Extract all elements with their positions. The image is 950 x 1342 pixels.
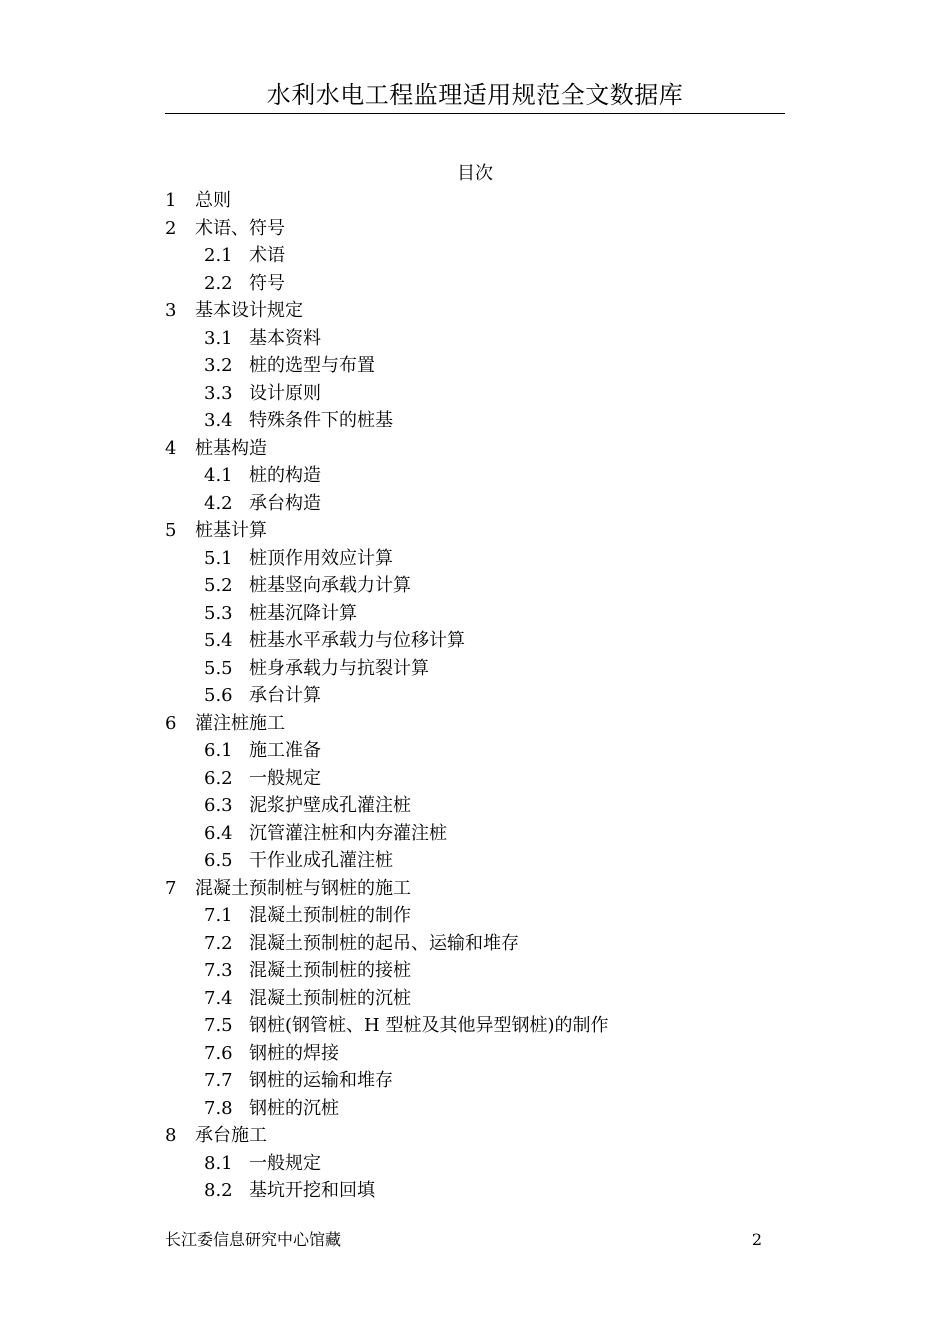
toc-entry-number: 7.3 bbox=[204, 960, 233, 981]
toc-entry-number: 2.2 bbox=[204, 272, 233, 294]
toc-section-entry[interactable] bbox=[165, 682, 785, 710]
toc-entry-number: 6 bbox=[165, 712, 177, 734]
toc-section-entry[interactable] bbox=[165, 490, 785, 518]
toc-entry-title: 桩的选型与布置 bbox=[249, 355, 375, 376]
toc-section-entry[interactable] bbox=[165, 352, 785, 380]
toc-chapter-entry[interactable] bbox=[165, 517, 785, 545]
toc-entry-number: 6.3 bbox=[204, 795, 233, 816]
toc-chapter-entry[interactable] bbox=[165, 710, 785, 738]
toc-section-entry[interactable] bbox=[165, 1177, 785, 1205]
toc-entry-number: 7.1 bbox=[204, 905, 233, 926]
toc-entry-title: 钢桩的焊接 bbox=[249, 1042, 339, 1064]
toc-entry-title: 混凝土预制桩的沉桩 bbox=[249, 987, 411, 1009]
toc-chapter-entry[interactable] bbox=[165, 435, 785, 463]
toc-entry-number: 8.1 bbox=[204, 1152, 233, 1174]
toc-section-entry[interactable] bbox=[165, 380, 785, 408]
toc-section-entry[interactable] bbox=[165, 1012, 785, 1040]
toc-entry-title: 桩顶作用效应计算 bbox=[249, 547, 393, 569]
toc-entry-title: 一般规定 bbox=[249, 1152, 321, 1174]
header-rule bbox=[165, 113, 785, 114]
toc-section-entry[interactable] bbox=[165, 325, 785, 353]
toc-chapter-entry[interactable] bbox=[165, 215, 785, 243]
toc-entry-number: 2 bbox=[165, 217, 177, 239]
toc-entry-title: 总则 bbox=[195, 190, 231, 211]
toc-entry-number: 7.8 bbox=[204, 1097, 233, 1119]
toc-section-entry[interactable] bbox=[165, 1067, 785, 1095]
toc-section-entry[interactable] bbox=[165, 462, 785, 490]
toc-entry-title: 基坑开挖和回填 bbox=[249, 1180, 375, 1201]
toc-entry-number: 7.6 bbox=[204, 1042, 233, 1064]
toc-entry-number: 4 bbox=[165, 437, 177, 459]
toc-entry-title: 桩基沉降计算 bbox=[249, 602, 357, 624]
toc-entry-title: 施工准备 bbox=[249, 740, 321, 761]
toc-section-entry[interactable] bbox=[165, 600, 785, 628]
page-header-title: 水利水电工程监理适用规范全文数据库 bbox=[266, 81, 684, 109]
toc-entry-number: 5.3 bbox=[204, 602, 233, 624]
toc-entry-title: 混凝土预制桩的起吊、运输和堆存 bbox=[249, 932, 519, 954]
toc-entry-number: 1 bbox=[165, 190, 177, 211]
toc-entry-number: 5.2 bbox=[204, 575, 233, 596]
toc-entry-number: 5.4 bbox=[204, 630, 233, 651]
toc-entry-title: 基本设计规定 bbox=[195, 300, 303, 321]
toc-entry-title: 钢桩的运输和堆存 bbox=[249, 1070, 393, 1091]
toc-entry-number: 7 bbox=[165, 877, 177, 899]
toc-section-entry[interactable] bbox=[165, 930, 785, 958]
toc-entry-number: 7.4 bbox=[204, 987, 233, 1009]
toc-chapter-entry[interactable] bbox=[165, 297, 785, 325]
toc-entry-number: 6.4 bbox=[204, 822, 233, 844]
toc-entry-number: 2.1 bbox=[204, 245, 233, 266]
toc-section-entry[interactable] bbox=[165, 792, 785, 820]
toc-chapter-entry[interactable] bbox=[165, 1122, 785, 1150]
toc-section-entry[interactable] bbox=[165, 627, 785, 655]
toc-section-entry[interactable] bbox=[165, 737, 785, 765]
toc-entry-title: 基本资料 bbox=[249, 327, 321, 349]
toc-entry-title: 干作业成孔灌注桩 bbox=[249, 850, 393, 871]
toc-title: 目次 bbox=[457, 163, 493, 184]
toc-entry-title: 术语 bbox=[249, 245, 285, 266]
toc-entry-number: 6.1 bbox=[204, 740, 233, 761]
toc-entry-title: 承台构造 bbox=[249, 492, 321, 514]
toc-section-entry[interactable] bbox=[165, 820, 785, 848]
toc-entry-title: 特殊条件下的桩基 bbox=[249, 410, 393, 431]
toc-entry-title: 混凝土预制桩的制作 bbox=[249, 905, 411, 926]
toc-entry-title: 设计原则 bbox=[249, 382, 321, 404]
toc-section-entry[interactable] bbox=[165, 655, 785, 683]
toc-entry-title: 混凝土预制桩的接桩 bbox=[249, 960, 411, 981]
page-number: 2 bbox=[751, 1230, 762, 1249]
toc-entry-number: 3.1 bbox=[204, 327, 233, 349]
toc-chapter-entry[interactable] bbox=[165, 187, 785, 215]
toc-entry-number: 5 bbox=[165, 520, 177, 541]
toc-entry-title: 桩身承载力与抗裂计算 bbox=[249, 657, 429, 679]
toc-section-entry[interactable] bbox=[165, 572, 785, 600]
toc-section-entry[interactable] bbox=[165, 1095, 785, 1123]
toc-entry-title: 一般规定 bbox=[249, 767, 321, 789]
toc-entry-number: 5.5 bbox=[204, 657, 233, 679]
toc-entry-number: 3.2 bbox=[204, 355, 233, 376]
toc-entry-number: 7.7 bbox=[204, 1070, 233, 1091]
toc-entry-title: 钢桩(钢管桩、H 型桩及其他异型钢桩)的制作 bbox=[249, 1015, 609, 1036]
toc-entry-title: 桩基竖向承载力计算 bbox=[249, 575, 411, 596]
toc-entry-number: 8 bbox=[165, 1125, 177, 1146]
toc-entry-number: 4.2 bbox=[204, 492, 233, 514]
toc-section-entry[interactable] bbox=[165, 1150, 785, 1178]
toc-entry-title: 承台计算 bbox=[249, 685, 321, 706]
toc-entry-title: 术语、符号 bbox=[195, 217, 285, 239]
toc-entry-number: 6.5 bbox=[204, 850, 233, 871]
toc-section-entry[interactable] bbox=[165, 407, 785, 435]
toc-entry-title: 桩的构造 bbox=[249, 465, 321, 486]
toc-section-entry[interactable] bbox=[165, 985, 785, 1013]
toc-entry-number: 7.5 bbox=[204, 1015, 233, 1036]
toc-entry-number: 3.4 bbox=[204, 410, 233, 431]
toc-section-entry[interactable] bbox=[165, 1040, 785, 1068]
toc-entry-number: 6.2 bbox=[204, 767, 233, 789]
toc-entry-number: 7.2 bbox=[204, 932, 233, 954]
toc-chapter-entry[interactable] bbox=[165, 875, 785, 903]
toc-entry-title: 桩基计算 bbox=[195, 520, 267, 541]
toc-section-entry[interactable] bbox=[165, 270, 785, 298]
toc-entry-title: 钢桩的沉桩 bbox=[249, 1097, 339, 1119]
toc-entry-title: 灌注桩施工 bbox=[195, 712, 285, 734]
toc-entry-number: 5.6 bbox=[204, 685, 233, 706]
toc-entry-title: 混凝土预制桩与钢桩的施工 bbox=[195, 877, 411, 899]
toc-entry-title: 沉管灌注桩和内夯灌注桩 bbox=[249, 822, 447, 844]
toc-section-entry[interactable] bbox=[165, 765, 785, 793]
toc-entry-title: 泥浆护壁成孔灌注桩 bbox=[249, 795, 411, 816]
toc-entry-number: 3.3 bbox=[204, 382, 233, 404]
toc-entry-number: 4.1 bbox=[204, 465, 233, 486]
toc-entry-title: 桩基水平承载力与位移计算 bbox=[249, 630, 465, 651]
toc-entry-title: 桩基构造 bbox=[195, 437, 267, 459]
toc-entry-number: 3 bbox=[165, 300, 177, 321]
toc-entry-number: 8.2 bbox=[204, 1180, 233, 1201]
toc-section-entry[interactable] bbox=[165, 902, 785, 930]
toc-section-entry[interactable] bbox=[165, 847, 785, 875]
footer-organization: 长江委信息研究中心馆藏 bbox=[165, 1230, 342, 1249]
toc-entry-number: 5.1 bbox=[204, 547, 233, 569]
table-of-contents bbox=[165, 187, 785, 1205]
toc-entry-title: 符号 bbox=[249, 272, 285, 294]
toc-section-entry[interactable] bbox=[165, 242, 785, 270]
toc-section-entry[interactable] bbox=[165, 545, 785, 573]
toc-section-entry[interactable] bbox=[165, 957, 785, 985]
toc-entry-title: 承台施工 bbox=[195, 1125, 267, 1146]
